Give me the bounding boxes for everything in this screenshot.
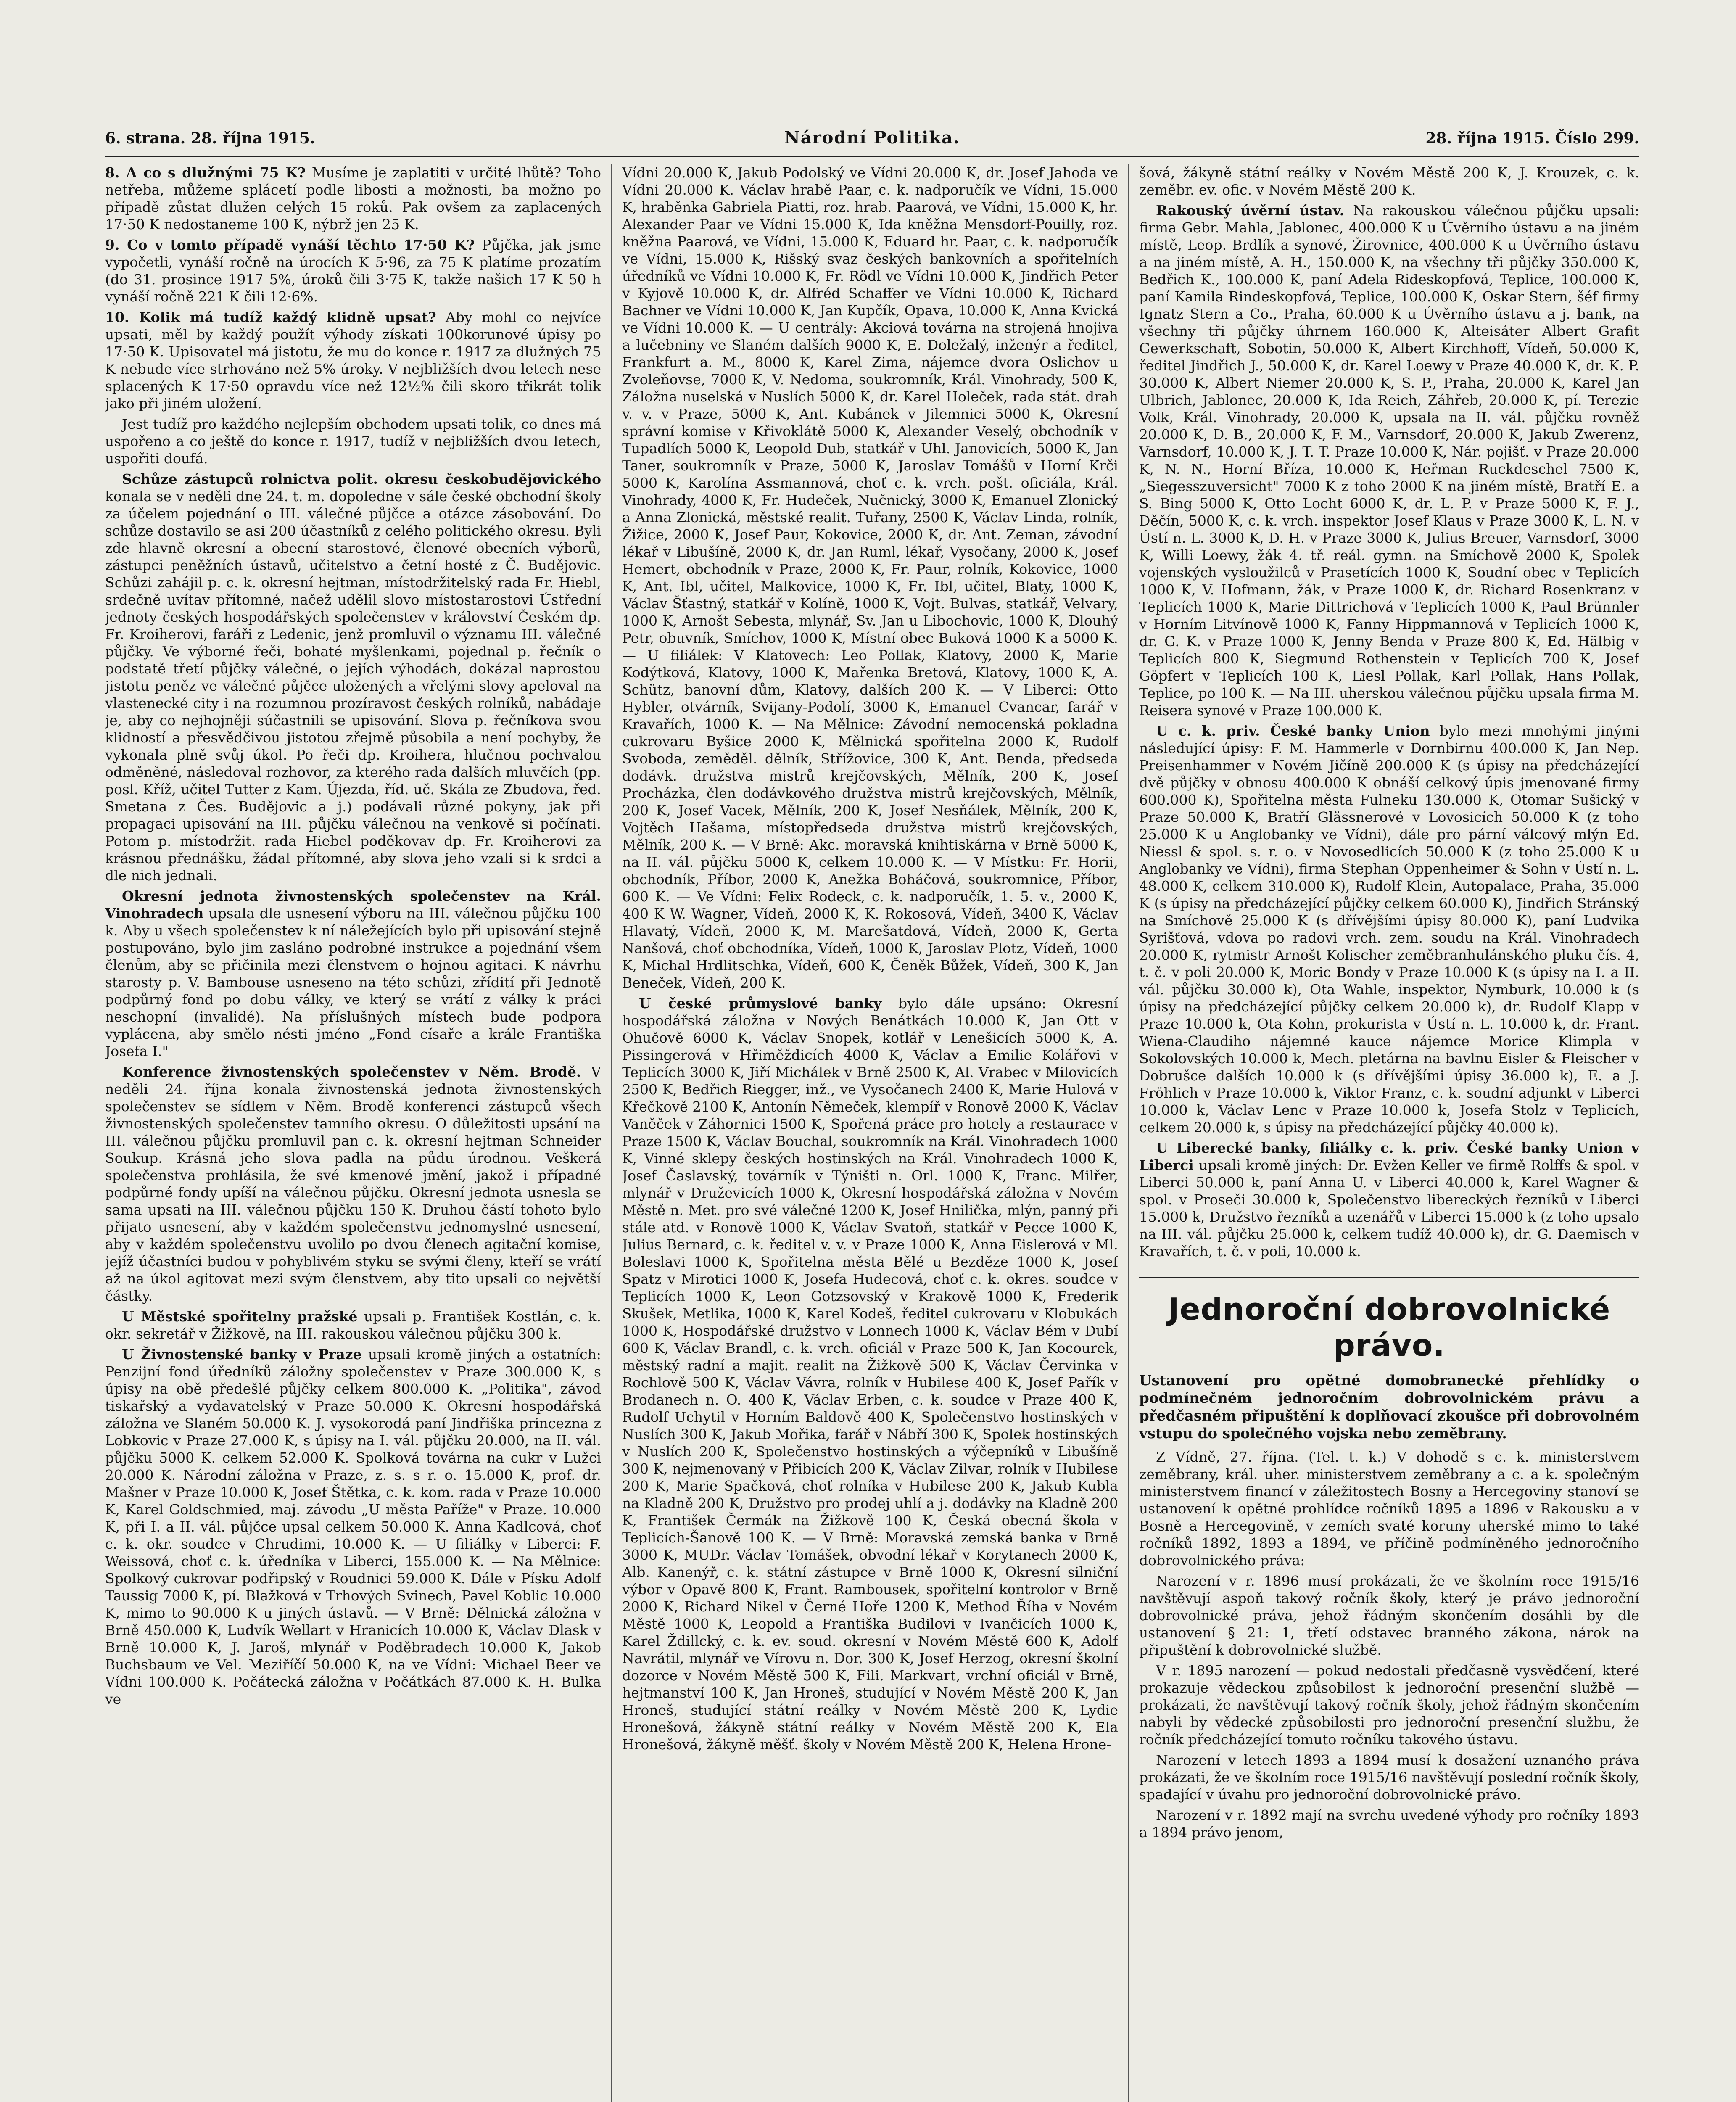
column-2 xyxy=(622,164,1118,2102)
subscriber-list-continued: šová, žákyně státní reálky v Novém Městě 200 K, J. Krouzek, c. k. zeměbr. ev. ofic. v Novém Městě 200 K. xyxy=(1139,164,1639,198)
article-mestska-sporitelna xyxy=(105,1308,601,1342)
article-mestska-heading: U Městské spořitelny pražské xyxy=(122,1308,358,1325)
article-okresni-text: upsala dle usnesení výboru na III. válečnou půjčku 100 k. Aby u všech společenstev k ní náležejících bylo při upisování stejně postupováno, bylo jim zasláno podrobné instrukce a pojednání všem členům, aby se přičinila mezi členstvem o hojnou agitaci. K návrhu starosty p. V. Bambouse usneseno na této schůzi, zřídití při Jednotě podpůrný fond po dobu války, ve který se vrátí z války k práci neschopní (invalidé). Na příslušných místech bude podpora vyplácena, aby smělo nésti jméno „Fond císaře a krále Františka Josefa I." xyxy=(105,905,601,1059)
article-konference-heading: Konference živnostenských společenstev v Něm. Brodě. xyxy=(122,1064,581,1080)
column-1 xyxy=(105,164,601,2102)
question-9-text: Půjčka, jak jsme vypočetli, vynáší ročně na úrocích K 5·96, za 75 K platíme prozatím (do 31. prosince 1917 5%, úroků čili 3·75 K, takže našich 17 K 50 h vynáší ročně 221 K čili 12·6%. xyxy=(105,237,601,305)
article-paragraph-3: V r. 1895 narození — pokud nedostali předčasně vysvědčení, které prokazuje vědeckou způsobilost k jednoroční presenční službě — prokázati, že navštěvují takový ročník školy, jehož řádným skončením nabyli by vědecké způsobilosti pro jednoroční presenční službu, že ročník předcházející tomuto ročníku takového ústavu. xyxy=(1139,1662,1639,1748)
masthead xyxy=(105,126,1639,157)
page-date-left: 6. strana. 28. října 1915. xyxy=(105,129,315,147)
article-konference-text: V neděli 24. října konala živnostenská jednota živnostenských společenstev se sídlem v Něm. Brodě konferenci zástupců všech živnostenských společenstev tamního okresu. O důležitosti upsání na III. válečnou půjčku promluvil pan c. k. okresní hejtman Schneider Soukup. Krásná jeho slova padla na půdu úrodnou. Veškerá společenstva prohlásila, že své kmenové jmění, jakož i případné podpůrné fondy upíší na válečnou půjčku. Okresní jednota usnesla se sama upsati na III. válečnou půjčku 150 K. Druhou částí tohoto bylo přijato usnesení, aby v každém společenstvu jednomyslné usnesení, aby v každém společenstvu uvolilo po dvou členech agitační komise, jejíž účastníci budou v pohyblivém styku se svými členy, kteří se vrátí až na úkol agitovat mezi svým členstvem, aby tito upsali co největší částky. xyxy=(105,1064,601,1304)
article-lead: Ustanovení pro opětné domobranecké přehlídky o podmínečném jednoročním dobrovolnickém právu a předčasném připuštění k doplňovací zkoušce při dobrovolném vstupu do společného vojska nebo zeměbrany. xyxy=(1139,1372,1639,1442)
article-paragraph-1: Z Vídně, 27. října. (Tel. t. k.) V dohodě s c. k. ministerstvem zeměbrany, král. uher. ministerstvem zeměbrany a c. a k. společným ministerstvem financí v záležitostech Bosny a Hercegoviny stanoví se ustanovení k opětné prohlídce ročníků 1895 a 1896 v Rakousku a v Bosně a Hercegovině, v zemích svaté koruny uherské mimo to také ročníků 1892, 1893 a 1894, ve příčině podmíněného jednoročního dobrovolnického práva: xyxy=(1139,1449,1639,1569)
article-rakousky-uverni-ustav xyxy=(1139,202,1639,719)
article-ceska-prumyslova-banka xyxy=(622,995,1118,1753)
column-divider xyxy=(1128,164,1129,2102)
article-konference xyxy=(105,1063,601,1305)
question-9 xyxy=(105,236,601,305)
question-10 xyxy=(105,309,601,412)
article-okresni-jednota xyxy=(105,887,601,1060)
article-rakousky-text: Na rakouskou válečnou půjčku upsali: firma Gebr. Mahla, Jablonec, 400.000 K u Úvěrního ústavu a na jiném místě, Leop. Brdlík a synové, Žirovnice, 400.000 K u Úvěrního ústavu a na jiném místě, A. H., 150.000 K, na všechny tři půjčky 350.000 K, Bedřich K., 100.000 K, paní Adela Rideskopfová, Teplice, 100.000 K, paní Kamila Rindeskopfová, Teplice, 100.000 K, Oskar Stern, šéf firmy Ignatz Stern a Co., Praha, 60.000 K u Úvěrního ústavu a j. bank, na všechny tři půjčky úhrnem 160.000 K, Alteisáter Albert Grafit Gewerkschaft, Sobotin, 50.000 K, Albert Kirchhoff, Vídeň, 50.000 K, ředitel Jindřich J., 50.000 K, dr. Karel Loewy v Praze 40.000 K, dr. K. P. 30.000 K, Albert Niemer 20.000 K, S. P., Praha, 20.000 K, Karel Jan Ulbrich, Jablonec, 20.000 K, Ida Reich, Záhřeb, 20.000 K, pí. Terezie Volk, Král. Vinohrady, 20.000 K, upsala na II. vál. půjčku rovněž 20.000 K, D. B., 20.000 K, F. M., Varnsdorf, 20.000 K, Jakub Zwerenz, Varnsdorf, 10.000 K, J. T. T. Praze 10.000 K, Nár. pojišť. v Praze 20.000 K, N. N., Horní Bříza, 10.000 K, Heřman Ruckdeschel 7500 K, „Siegesszuversicht" 7000 K z toho 2000 K na jiném místě, Bratří E. a S. Bing 5000 K, Otto Locht 6000 K, dr. L. P. v Praze 5000 K, F. J., Děčín, 5000 K, c. k. vrch. inspektor Josef Klaus v Praze 3000 K, L. N. v Ústí n. L. 3000 K, D. H. v Praze 3000 K, Julius Breuer, Varnsdorf, 3000 K, Willi Loewy, žák 4. tř. reál. gymn. na Smíchově 2000 K, Spolek vojenských vysloužilců v Prasetících 1000 K, Soudní obec v Teplicích 1000 K, V. Hofmann, žák, v Praze 1000 K, dr. Richard Rosenkranz v Teplicích 1000 K, Marie Dittrichová v Teplicích 1000 K, Paul Brünnler v Horním Litvínově 1000 K, Fanny Hippmannová v Teplicích 1000 K, dr. G. K. v Praze 1000 K, Jenny Benda v Praze 800 K, Ed. Hälbig v Teplicích 800 K, Siegmund Rothenstein v Teplicích 700 K, Josef Göpfert v Teplicích 100 K, Liesl Pollak, Karl Pollak, Hans Pollak, Teplice, po 100 K. — Na III. uherskou válečnou půjčku upsala firma M. Reisera synové v Praze 100.000 K. xyxy=(1139,202,1639,718)
question-9-heading: 9. Co v tomto případě vynáší těchto 17·50 K? xyxy=(105,237,475,253)
question-8 xyxy=(105,164,601,233)
article-rakousky-heading: Rakouský úvěrní ústav. xyxy=(1156,202,1345,219)
article-jednorocni xyxy=(1139,1277,1639,1841)
article-okresni-heading: Okresní jednota živnostenských společenstev na Král. Vinohradech xyxy=(105,888,601,922)
question-10-text: Aby mohl co nejvíce upsati, měl by každý použít výhody získati 100korunové úpisy po 17·50 K. Upisovatel má jistotu, že mu do konce r. 1917 za dlužných 75 K nebude více strhováno než 5% úroky. V nejbližších dvou letech nese splacených K 17·50 opravdu více než 12½% čili skoro třikrát tolik jako při jiném uložení. xyxy=(105,309,601,412)
article-schuze-text: konala se v neděli dne 24. t. m. dopoledne v sále české obchodní školy za účelem pojednání o III. válečné půjčce a otázce zásobování. Do schůze dostavilo se asi 200 účastníků z celého politického okresu. Byli zde hlavně okresní a obecní starostové, členové obecních výborů, zástupci peněžních ústavů, učitelstvo a četní hosté z Č. Budějovic. Schůzi zahájil p. c. k. okresní hejtman, místodržitelský rada Fr. Hiebl, srdečně uvítav přítomné, načež udělil slovo místostarostovi Ústřední jednoty českých hospodářských společenstev v království Českém dp. Fr. Kroiherovi, faráři z Ledenic, jenž promluvil o významu III. válečné půjčky. Ve výborné řeči, bohaté myšlenkami, pojednal p. řečník o podstatě třetí půjčky válečné, o jejích výhodách, dokázal naprostou jistotu peněz ve válečné půjčce uložených a vřelými slovy apeloval na vlastenecké city i na rozumnou prozíravost českých rolníků, nabádaje je, aby co nejhojněji súčastnili se upisování. Slova p. řečníkova svou klidností a přesvědčivou jistotou zřejmě působila a není pochyby, že vykonala plně svůj úkol. Po řeči dp. Kroihera, hlučnou pochvalou odměněné, následoval rozhovor, za kterého rada dalších mluvčích (pp. posl. Kříž, učitel Tutter z Kam. Újezda, říd. uč. Skála ze Zbudova, řed. Smetana z Čes. Budějovic a j.) podávali různé pokyny, jak při propagaci upisování na III. půjčku válečnou na venkově si počínati. Potom p. místodržit. rada Hiebel poděkovav dp. Fr. Kroiherovi za krásnou přednášku, žádal přítomné, aby slova jeho vzali si k srdci a dle nich jednali. xyxy=(105,488,601,884)
question-8-heading: 8. A co s dlužnými 75 K? xyxy=(105,164,306,181)
issue-number-right: 28. října 1915. Číslo 299. xyxy=(1425,129,1639,147)
subscriber-list-vienna: Vídni 20.000 K, Jakub Podolský ve Vídni 20.000 K, dr. Josef Jahoda ve Vídni 20.000 K. Václav hrabě Paar, c. k. nadporučík ve Vídni, 15.000 K, hraběnka Gabriela Piatti, roz. hrab. Paarová, ve Vídni, 15.000 K, hr. Alexander Paar ve Vídni 15.000 K, Ida kněžna Mensdorf-Pouilly, roz. kněžna Paarová, ve Vídni, 15.000 K, Eduard hr. Paar, c. k. nadporučík ve Vídni, 15.000 K, Rišský svaz českých bankovních a spořitelních úředníků ve Vídni 10.000 K, Fr. Rödl ve Vídni 10.000 K, Jindřich Peter v Kyjově 10.000 K, dr. Alfréd Schaffer ve Vídni 10.000 K, Richard Bachner ve Vídni 10.000 K, Jan Kupčík, Opava, 10.000 K, Anna Kvická ve Vídni 10.000 K. — U centrály: Akciová továrna na strojená hnojiva a lučebniny ve Slaném dalších 9000 K, E. Doležalý, inženýr a ředitel, Frankfurt a. M., 8000 K, Karel Zima, nájemce dvora Oslichov u Zvoleňovse, 7000 K, V. Nedoma, soukromník, Král. Vinohrady, 500 K, Záložna nuselská v Nuslích 5000 K, dr. Karel Holeček, rada stát. drah v. v. v Praze, 5000 K, Ant. Kubánek v Jilemnici 5000 K, Okresní správní komise v Křivoklátě 5000 K, Alexander Veselý, obchodník v Tupadlích 5000 K, Leopold Dub, statkář v Uhl. Janovicích, 5000 K, Jan Taner, soukromník v Praze, 5000 K, Jaroslav Tomášů v Horní Krči 5000 K, Karolína Assmannová, choť c. k. vrch. pošt. oficiála, Král. Vinohrady, 4000 K, Fr. Hudeček, Nučnický, 3000 K, Emanuel Zlonický a Anna Zlonická, městské realit. Tuřany, 2500 K, Václav Linda, rolník, Žižice, 2000 K, Josef Paur, Kokovice, 2000 K, dr. Ant. Zeman, závodní lékař v Libušíně, 2000 K, dr. Jan Ruml, lékař, Vysočany, 2000 K, Josef Hemert, obchodník v Praze, 2000 K, Fr. Paur, rolník, Kokovice, 1000 K, Ant. Ibl, učitel, Malkovice, 1000 K, Fr. Ibl, učitel, Blaty, 1000 K, Václav Šťastný, statkář v Kolíně, 1000 K, Vojt. Bulvas, statkář, Velvary, 1000 K, Arnošt Sebesta, mlynář, Sv. Jan u Libochovic, 1000 K, Dlouhý Petr, obuvník, Smíchov, 1000 K, Místní obec Buková 1000 K a 5000 K. — U filiálek: V Klatovech: Leo Pollak, Klatovy, 2000 K, Marie Kodýtková, Klatovy, 1000 K, Mařenka Bretová, Klatovy, 1000 K, A. Schütz, banovní dům, Klatovy, dalších 200 K. — V Liberci: Otto Hybler, otvárník, Svijany-Podolí, 3000 K, Emanuel Cvancar, farář v Kravařích, 1000 K. — Na Mělnice: Závodní nemocenská pokladna cukrovaru Byšice 2000 K, Mělnická spořitelna 2000 K, Rudolf Svoboda, zeměděl. dělník, Střížovice, 300 K, Ant. Benda, předseda dodávk. družstva mistrů krejčovských, Mělník, 200 K, Josef Procházka, člen dodávkového družstva mistrů krejčovských, Mělník, 200 K, Josef Vacek, Mělník, 200 K, Josef Nesňálek, Mělník, 200 K, Vojtěch Hašama, místopředseda družstva mistrů krejčovských, Mělník, 200 K. — V Brně: Akc. moravská knihtiskárna v Brně 5000 K, na II. vál. půjčku 5000 K, celkem 10.000 K. — V Místku: Fr. Horii, obchodník, Příbor, 2000 K, Anežka Boháčová, soukromnice, Příbor, 600 K. — Ve Vídni: Felix Rodeck, c. k. nadporučík, 1. 5. v., 2000 K, 400 K W. Wagner, Vídeň, 2000 K, K. Rokosová, Vídeň, 3400 K, Václav Hlavatý, Vídeň, 2000 K, M. Marešatdová, Vídeň, 2000 K, Gerta Nanšová, choť obchodníka, Vídeň, 1000 K, Jaroslav Plotz, Vídeň, 1000 K, Michal Hrdlitschka, Vídeň, 600 K, Čeněk Bůžek, Vídeň, 300 K, Jan Beneček, Vídeň, 200 K. xyxy=(622,164,1118,991)
article-liberecka-banka xyxy=(1139,1139,1639,1260)
article-union-heading: U c. k. priv. České banky Union xyxy=(1156,723,1430,739)
article-paragraph-4: Narození v letech 1893 a 1894 musí k dosažení uznaného práva prokázati, že ve školním roce 1915/16 navštěvují poslední ročník školy, spadající v úvahu pro jednoroční dobrovolnické právo. xyxy=(1139,1752,1639,1803)
article-union-text: bylo mezi mnohými jinými následující úpisy: F. M. Hammerle v Dornbirnu 400.000 K, Jan Nep. Preisenhammer v Novém Jičíně 200.000 K (s úpisy na předcházející dvě půjčky v obnosu 400.000 K obnáší celkový úpis jmenované firmy 600.000 K), Spořitelna města Fulneku 130.000 K, Otomar Sušický v Praze 50.000 K, Bratří Glässnerové v Lovosicích 50.000 K (z toho 25.000 K u Anglobanky ve Vídni), dále pro pární válcový mlýn Ed. Niessl & spol. s. r. o. v Novosedlicích 50.000 K (z toho 25.000 K u Anglobanky ve Vídni), firma Stephan Oppenheimer & Sohn v Ústí n. L. 48.000 K, celkem 310.000 K), Rudolf Klein, Autopalace, Praha, 35.000 K (s úpisy na předcházející půjčky celkem 60.000 K), Jindřich Stránský na Smíchově 25.000 K (s dřívějšími úpisy 80.000 K), paní Ludvika Syrišťová, vdova po radovi vrch. zem. soudu na Král. Vinohradech 20.000 K, rytmistr Arnošt Kolischer zeměbranhulánského pluku čís. 4, t. č. v poli 20.000 K, Moric Bondy v Praze 10.000 K (s úpisy na I. a II. vál. půjčku 30.000 k), Ota Wahle, inspektor, Nymburk, 10.000 k (s úpisy na předcházející půjčky celkem 20.000 k), dr. Rudolf Klapp v Praze 10.000 k, Ota Kohn, prokurista v Ústí n. L. 10.000 k, dr. Frant. Wiena-Claudiho nájemné kauce nájemce Morice Klimpla v Sokolovských 10.000 k, Mech. pletárna na bavlnu Eisler & Fleischer v Dobrušce dalších 10.000 k (s dřívějšími úpisy 36.000 k), E. a J. Fröhlich v Praze 10.000 k, Viktor Franz, c. k. soudní adjunkt v Liberci 10.000 k, Václav Lenc v Praze 10.000 k, Josefa Stolz v Teplicích, celkem 20.000 k, s úpisy na předcházející půjčky 40.000 k). xyxy=(1139,723,1639,1136)
article-zivnostenska-text: upsali kromě jiných a ostatních: Penzijní fond úředníků záložny společenstev v Praze 300.000 K, s úpisy na obě předešlé půjčky celkem 800.000 K. „Politika", závod tiskařský a vydavatelský v Praze 50.000 K. Okresní hospodářská záložna ve Slaném 50.000 K. J. vysokorodá paní Jindřiška princezna z Lobkovic v Praze 27.000 K, s úpisy na I. vál. půjčku 20.000, na II. vál. půjčku 5000 K. celkem 52.000 K. Spolková továrna na cukr v Lužci 20.000 K. Národní záložna v Praze, z. s. s r. o. 15.000 K, prof. dr. Mašner v Praze 10.000 K, Josef Štětka, c. k. kom. rada v Praze 10.000 K, Karel Goldschmied, maj. závodu „U města Paříže" v Praze. 10.000 K, při I. a II. vál. půjčce upsal celkem 50.000 K. Anna Kadlcová, choť c. k. okr. soudce v Chrudimi, 10.000 K. — U filiálky v Liberci: F. Weissová, choť c. k. úředníka v Liberci, 155.000 K. — Na Mělnice: Spolkový cukrovar podřipský v Roudnici 59.000 K. Dále v Písku Adolf Taussig 7000 K, pí. Blažková v Trhových Svinech, Pavel Koblic 10.000 K, mimo to 90.000 K u jiných ústavů. — V Brně: Dělnická záložna v Brně 450.000 K, Ludvík Wellart v Hranicích 10.000 K, Václav Dlask v Brně 10.000 K, J. Jaroš, mlynář v Poděbradech 10.000 K, Jakob Buchsbaum ve Vel. Meziříčí 50.000 K, na ve Vídni: Michael Beer ve Vídni 100.000 K. Počátecká záložna v Počátkách 87.000 K. H. Bulka ve xyxy=(105,1346,601,1707)
question-10-heading: 10. Kolik má tudíž každý klidně upsat? xyxy=(105,309,436,325)
article-mestska-text: upsali p. František Kostlán, c. k. okr. sekretář v Žižkově, na III. rakouskou válečnou půjčku 300 k. xyxy=(105,1308,601,1342)
article-ceska-text: bylo dále upsáno: Okresní hospodářská záložna v Nových Benátkách 10.000 K, Jan Ott v Ohučově 6000 K, Václav Snopek, kotlář v Lenešicích 5000 K, A. Pissingerová v Hřiměždicích 4000 K, Václav a Emilie Kolářovi v Teplicích 3000 K, Jiří Michálek v Brně 2500 K, Al. Vrabec v Milovicích 2500 K, Bedřich Riegger, inž., ve Vysočanech 2400 K, Marie Hulová v Křečkově 2100 K, Antonín Němeček, klempíř v Ronově 2000 K, Václav Vaněček v Záhornici 1500 K, Spořená práce pro hotely a restaurace v Praze 1500 K, Václav Bouchal, soukromník na Král. Vinohradech 1000 K, Vinné sklepy českých hostinských na Král. Vinohradech 1000 K, Josef Časlavský, továrník v Týništi n. Orl. 1000 K, Franc. Milřer, mlynář v Druževicích 1000 K, Okresní hospodářská záložna v Novém Městě n. Met. pro své válečné 1200 K, Josef Hnilička, mlýn, panný při stále atd. v Ronově 1000 K, Václav Svatoň, statkář v Pecce 1000 K, Julius Bernard, c. k. ředitel v. v. v Praze 1000 K, Anna Eislerová v Ml. Boleslavi 1000 K, Spořitelna města Bělé u Bezděze 1000 K, Josef Spatz v Mirotici 1000 K, Josefa Hudecová, choť c. k. okres. soudce v Teplicích 1000 K, Leon Gotzsovský v Krakově 1000 K, Frederik Skušek, Metlika, 1000 K, Karel Kodeš, ředitel cukrovaru v Klobukách 1000 K, Hospodářské družstvo v Lonnech 1000 K, Václav Bém v Dubí 600 K, Václav Brandl, c. k. vrch. oficiál v Praze 500 K, Jan Kocourek, městský radní a majit. realit na Žižkově 500 K, Václav Červinka v Rochlově 500 K, Václav Vávra, rolník v Hubilese 400 K, Josef Pařík v Brodanech n. O. 400 K, Václav Erben, c. k. soudce v Praze 400 K, Rudolf Uchytil v Horním Baldově 400 K, Společenstvo hostinských v Nuslích 300 K, Jakub Mořika, farář v Nábří 300 K, Spolek hostinských v Nuslích 200 K, Společenstvo hostinských a výčepníků v Libušíně 300 K, nejmenovaný v Přibicích 200 K, Václav Zilvar, rolník v Hubilese 200 K, Marie Spačková, choť rolníka v Hubilese 200 K, Jakub Kubla na Kladně 200 K, Družstvo pro prodej uhlí a j. dodávky na Kladně 200 K, František Čermák na Žižkově 100 K, Česká obecná škola v Teplicích-Šanově 100 K. — V Brně: Moravská zemská banka v Brně 3000 K, MUDr. Václav Tomášek, obvodní lékař v Korytanech 2000 K, Alb. Kanenýř, c. k. státní zástupce v Brně 1000 K, Okresní silniční výbor v Opavě 800 K, Frant. Rambousek, spořitelní kontrolor v Brně 2000 K, Richard Nikel v Černé Hoře 1200 K, Method Říha v Novém Městě 1000 K, Leopold a Františka Budilovi v Ivančicích 1000 K, Karel Ždillcký, c. k. ev. soud. okresní v Novém Městě 600 K, Adolf Navrátil, mlynář ve Vírovu n. Dor. 300 K, Josef Herzog, okresní školní dozorce v Novém Městě 500 K, Fili. Markvart, vrchní oficiál v Brně, hejtmanství 100 K, Jan Hroneš, studující v Novém Městě 200 K, Jan Hroneš, studující státní reálky v Novém Městě 200 K, Lydie Hronešová, žákyně státní reálky v Novém Městě 200 K, Ela Hronešová, žákyně měšť. školy v Novém Městě 200 K, Helena Hrone- xyxy=(622,995,1118,1753)
column-3 xyxy=(1139,164,1639,2102)
article-schuze-heading: Schůze zástupců rolnictva polit. okresu českobudějovického xyxy=(122,471,601,487)
article-liberecka-text: upsali kromě jiných: Dr. Evžen Keller ve firmě Rolffs & spol. v Liberci 50.000 k, paní Anna U. v Liberci 40.000 k, Karel Wagner & spol. v Proseči 30.000 k, Společenstvo libereckých řezníků v Liberci 15.000 k, Družstvo řezníků a uzenářů v Liberci 15.000 k (z toho upsalo na III. vál. půjčku 25.000 k, celkem tudíž 40.000 k), dr. G. Daemisch v Kravařích, t. č. v poli, 10.000 k. xyxy=(1139,1157,1639,1260)
article-liberecka-heading: U Liberecké banky, filiálky c. k. priv. České banky Union v Liberci xyxy=(1139,1140,1639,1173)
article-zivnostenska-heading: U Živnostenské banky v Praze xyxy=(122,1346,362,1363)
article-paragraph-5: Narození v r. 1892 mají na svrchu uvedené výhody pro ročníky 1893 a 1894 právo jenom, xyxy=(1139,1807,1639,1841)
article-headline: Jednoroční dobrovolnické právo. xyxy=(1168,1291,1611,1363)
article-ceska-heading: U české průmyslové banky xyxy=(639,995,882,1011)
column-divider xyxy=(611,164,612,2102)
question-8-text: Musíme je zaplatiti v určité lhůtě? Toho netřeba, můžeme splácetí podle libosti a možnosti, ba možno po případě zůstat dlužen celých 15 roků. Pak ovšem za zaplacených 17·50 K nedostaneme 100 K, nýbrž jen 25 K. xyxy=(105,164,601,232)
article-zivnostenska-banka xyxy=(105,1346,601,1708)
article-ceska-banka-union xyxy=(1139,722,1639,1136)
newspaper-page xyxy=(105,126,1639,2102)
newspaper-title: Národní Politika. xyxy=(784,128,960,148)
article-schuze xyxy=(105,470,601,884)
paragraph-conclusion: Jest tudíž pro každého nejlepším obchodem upsati tolik, co dnes má uspořeno a co ještě do konce r. 1917, tudíž v nejbližších dvou letech, uspořiti doufá. xyxy=(105,416,601,467)
article-paragraph-2: Narození v r. 1896 musí prokázati, že ve školním roce 1915/16 navštěvují aspoň takový ročník školy, který je právo jednoroční dobrovolnické práva, jehož řádným skončením dosáhli by dle ustanovení § 21: 1, třetí odstavec branného zákona, nárok na připuštění k dobrovolnické službě. xyxy=(1139,1573,1639,1658)
